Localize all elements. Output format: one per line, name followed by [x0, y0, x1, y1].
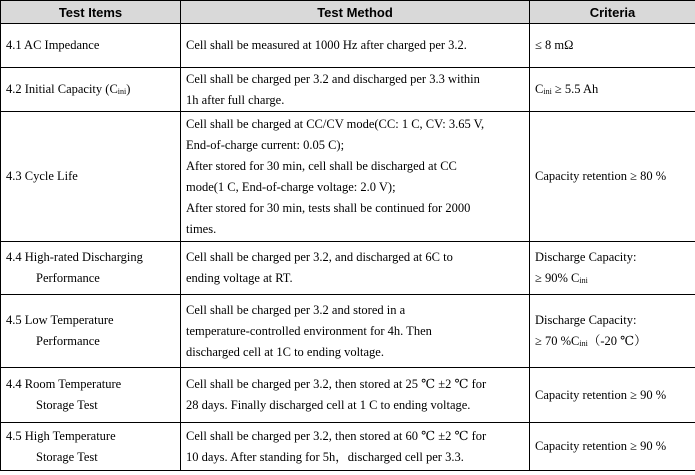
test-method-text: mode(1 C, End-of-charge voltage: 2.0 V); — [186, 179, 396, 194]
test-item-text: 4.4 Room Temperature — [6, 377, 122, 391]
test-item-text: Performance — [36, 334, 100, 348]
header-criteria: Criteria — [530, 1, 695, 24]
test-method-cell — [181, 368, 530, 423]
test-method-text: 10 days. After standing for 5h，discharged cell per 3.3. — [186, 449, 464, 464]
test-item-cell — [1, 295, 181, 368]
test-item-cell — [1, 242, 181, 295]
header-test-method: Test Method — [181, 1, 530, 24]
table-row — [1, 295, 695, 368]
test-method-text: discharged cell at 1C to ending voltage. — [186, 344, 384, 359]
criteria-cell — [530, 24, 695, 68]
test-item-text-end: ) — [126, 82, 131, 96]
criteria-text-end: （-20 ℃） — [587, 334, 647, 348]
test-method-text: Cell shall be charged per 3.2 and stored in a — [186, 302, 406, 317]
test-method-text: Cell shall be charged per 3.2, and discharged at 6C to — [186, 250, 453, 264]
test-method-text: Cell shall be measured at 1000 Hz after charged per 3.2. — [186, 38, 467, 52]
test-method-text: 28 days. Finally discharged cell at 1 C to ending voltage. — [186, 398, 471, 412]
subscript: ini — [543, 87, 552, 96]
criteria-cell — [530, 423, 695, 471]
criteria-text: Discharge Capacity: — [535, 250, 637, 264]
criteria-text-end: ≥ 5.5 Ah — [551, 82, 599, 96]
test-method-text: Cell shall be charged per 3.2, then stored at 60 ℃ ±2 ℃ for — [186, 428, 487, 443]
test-method-cell — [181, 295, 530, 368]
test-method-cell — [181, 68, 530, 112]
test-method-text: Cell shall be charged per 3.2 and discharged per 3.3 within — [186, 71, 480, 86]
criteria-text: ≤ 8 mΩ — [535, 38, 574, 52]
criteria-cell — [530, 242, 695, 295]
criteria-text: Discharge Capacity: — [535, 313, 637, 327]
test-method-text: Cell shall be charged at CC/CV mode(CC: 1 C, CV: 3.65 V, — [186, 116, 485, 131]
criteria-cell — [530, 295, 695, 368]
header-row — [1, 1, 695, 24]
table-row — [1, 24, 695, 68]
test-method-text: End-of-charge current: 0.05 C); — [186, 137, 345, 152]
test-item-cell — [1, 24, 181, 68]
subscript: ini — [579, 339, 588, 348]
test-item-text: Storage Test — [36, 449, 98, 464]
test-item-text: Performance — [36, 271, 100, 285]
test-item-text: 4.3 Cycle Life — [6, 169, 78, 183]
test-item-text: 4.2 Initial Capacity (C — [6, 82, 118, 96]
criteria-text: Capacity retention ≥ 80 % — [535, 169, 667, 183]
subscript: ini — [579, 276, 588, 285]
table-row — [1, 68, 695, 112]
test-method-cell — [181, 423, 530, 471]
test-method-cell — [181, 112, 530, 242]
test-item-cell — [1, 112, 181, 242]
test-method-cell — [181, 242, 530, 295]
header-test-items: Test Items — [1, 1, 181, 24]
test-item-text: 4.4 High-rated Discharging — [6, 250, 143, 264]
criteria-text: C — [535, 82, 544, 96]
criteria-cell — [530, 68, 695, 112]
test-method-text: temperature-controlled environment for 4h. Then — [186, 323, 432, 338]
table-row — [1, 423, 695, 471]
test-method-text: times. — [186, 221, 217, 236]
test-method-text: ending voltage at RT. — [186, 271, 293, 285]
test-item-text: 4.1 AC Impedance — [6, 38, 100, 52]
test-method-text: Cell shall be charged per 3.2, then stored at 25 ℃ ±2 ℃ for — [186, 377, 487, 391]
test-item-text: 4.5 Low Temperature — [6, 313, 114, 327]
test-method-text: After stored for 30 min, tests shall be continued for 2000 — [186, 200, 471, 215]
criteria-text: ≥ 70 %C — [535, 334, 580, 348]
test-item-cell — [1, 68, 181, 112]
test-item-cell — [1, 368, 181, 423]
test-method-text: 1h after full charge. — [186, 92, 285, 107]
test-item-text: 4.5 High Temperature — [6, 428, 116, 443]
criteria-text: ≥ 90% C — [535, 271, 580, 285]
table-row — [1, 368, 695, 423]
subscript: ini — [117, 87, 127, 96]
criteria-text: Capacity retention ≥ 90 % — [535, 439, 667, 453]
criteria-cell — [530, 112, 695, 242]
table-row — [1, 112, 695, 242]
test-method-cell — [181, 24, 530, 68]
table-row — [1, 242, 695, 295]
test-item-text: Storage Test — [36, 398, 98, 412]
test-method-text: After stored for 30 min, cell shall be discharged at CC — [186, 158, 457, 173]
test-item-cell — [1, 423, 181, 471]
criteria-text: Capacity retention ≥ 90 % — [535, 387, 667, 402]
criteria-cell — [530, 368, 695, 423]
